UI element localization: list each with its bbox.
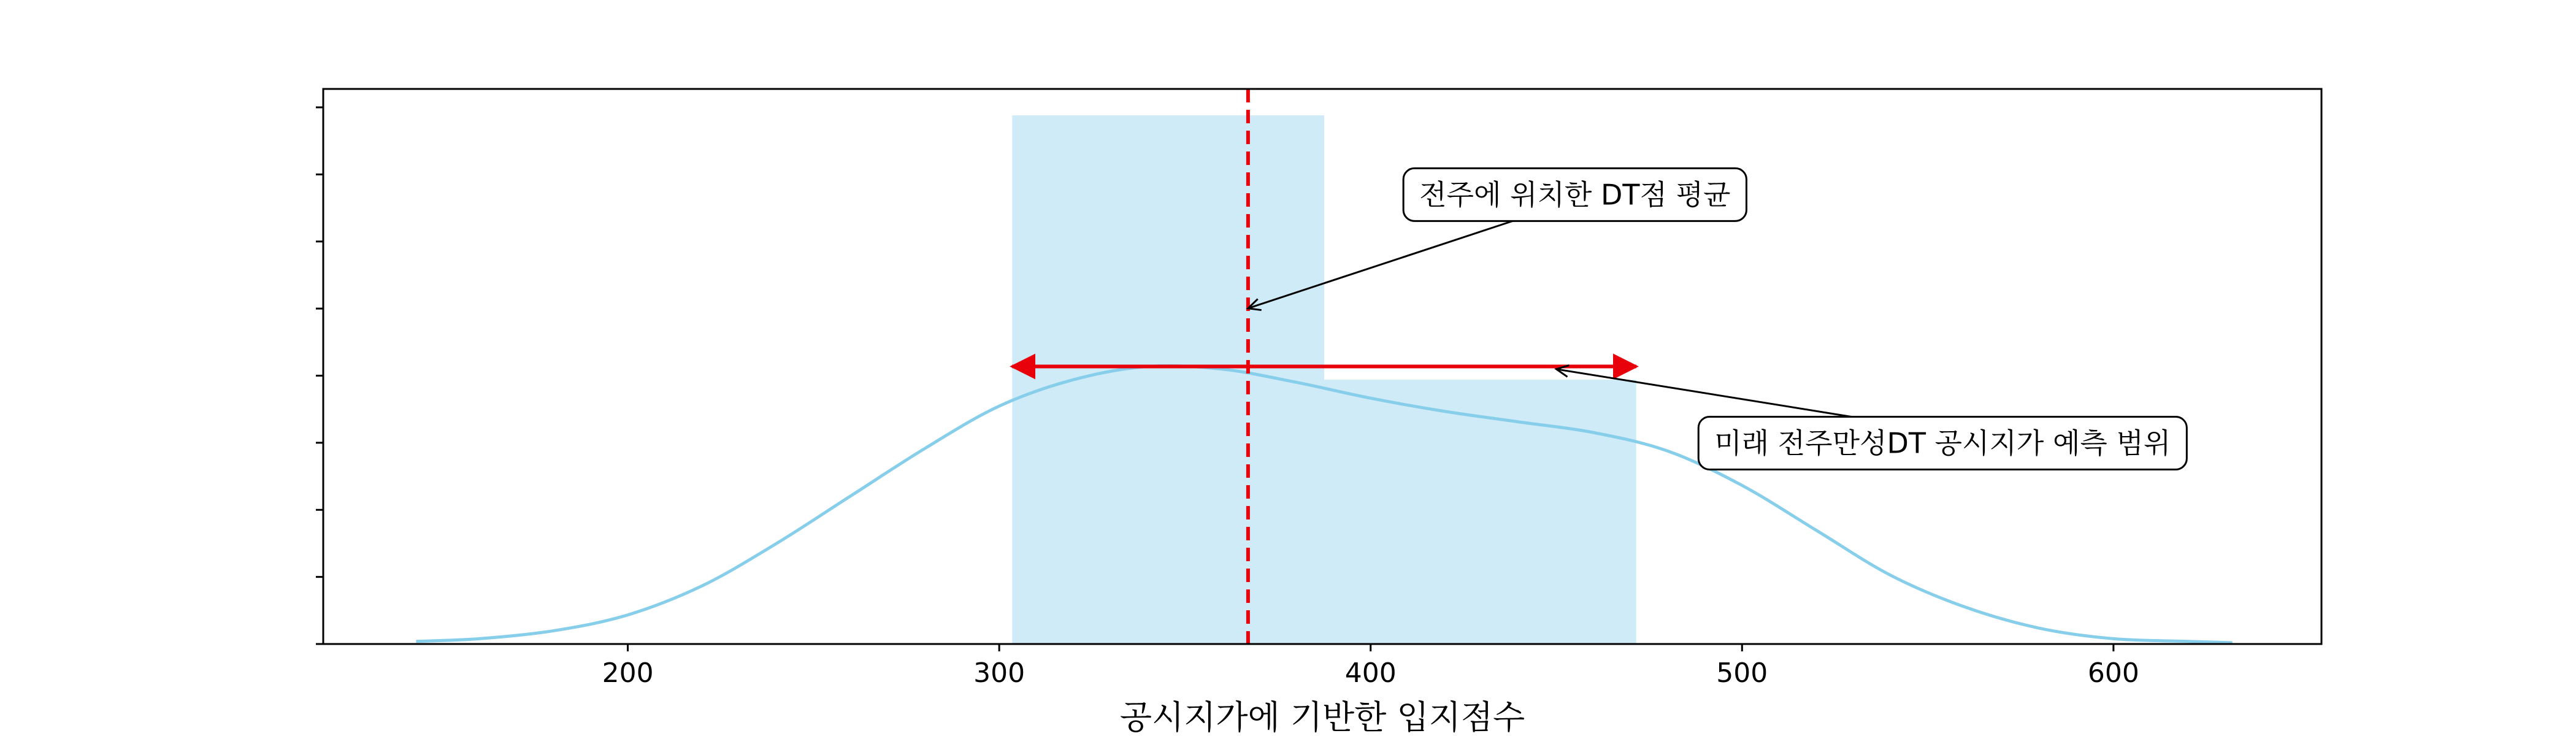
x-tick-label: 600 xyxy=(2087,657,2139,689)
x-tick-label: 500 xyxy=(1716,657,1768,689)
annotation-2 xyxy=(1557,366,2187,470)
x-tick-label: 400 xyxy=(1344,657,1397,689)
annotation-text-2: 미래 전주만성DT 공시지가 예측 범위 xyxy=(1714,426,2171,460)
y-axis-ticks xyxy=(316,107,323,644)
x-axis-ticks xyxy=(602,644,2139,689)
x-tick-label: 300 xyxy=(973,657,1025,689)
x-axis-title: 공시지가에 기반한 입지점수 xyxy=(1119,698,1525,736)
x-tick-label: 200 xyxy=(602,657,654,689)
annotation-text-1: 전주에 위치한 DT점 평균 xyxy=(1419,178,1731,212)
histogram-bar-2 xyxy=(1324,380,1636,644)
